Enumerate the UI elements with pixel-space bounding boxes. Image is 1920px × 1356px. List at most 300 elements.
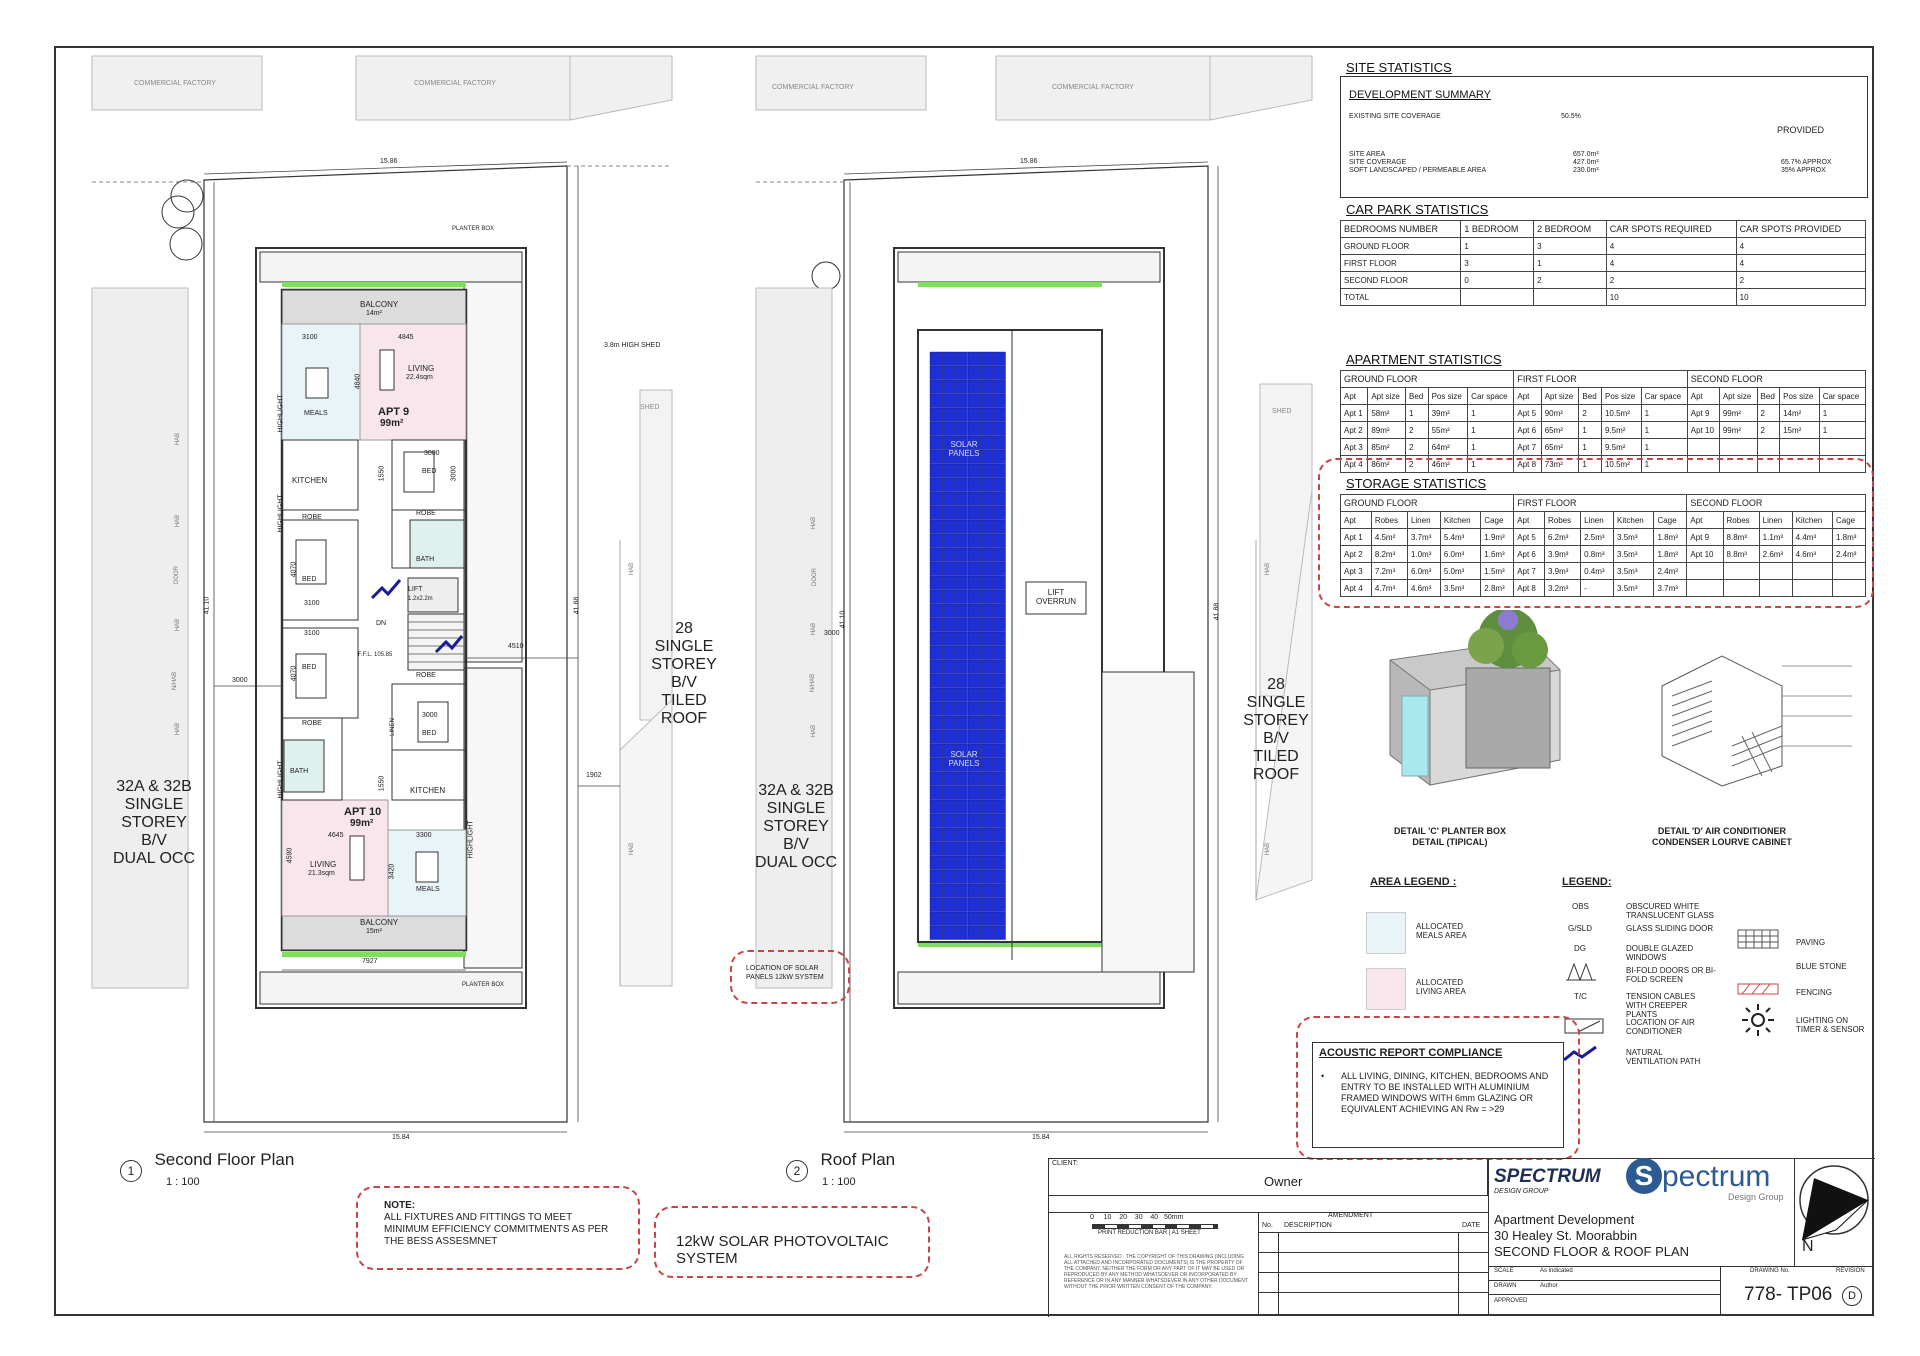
solar-panel (968, 926, 980, 940)
solar-panel (930, 912, 942, 926)
table-cell: 55m² (1428, 422, 1468, 439)
table-row (1341, 512, 1866, 529)
table-cell: Apt 6 (1514, 422, 1541, 439)
solar-panel (930, 674, 942, 688)
solar-panel (930, 660, 942, 674)
site-statistics-title: SITE STATISTICS (1346, 60, 1452, 75)
company-sub: DESIGN GROUP (1494, 1188, 1549, 1195)
solar-panel (981, 534, 993, 548)
acoustic-cloud (1296, 1016, 1580, 1160)
solar-panel (968, 772, 980, 786)
solar-panel (943, 814, 955, 828)
solar-panel (955, 604, 967, 618)
north-label: N (1802, 1238, 1814, 1255)
solar-panel (968, 576, 980, 590)
solar-panel (955, 688, 967, 702)
solar-panel (943, 618, 955, 632)
table-header: CAR SPOTS PROVIDED (1736, 221, 1865, 238)
table-cell (1819, 439, 1865, 456)
table-row (1341, 238, 1866, 255)
solar-panel (955, 478, 967, 492)
table-header: Bed (1757, 388, 1780, 405)
legend-right-item: FENCING (1796, 988, 1832, 997)
solar-panel (993, 492, 1005, 506)
scale-bar-ticks: 0 10 20 30 40 50mm (1090, 1214, 1184, 1221)
table-cell: 6.2m³ (1545, 529, 1581, 546)
solar-panel (968, 660, 980, 674)
factory-label-3: COMMERCIAL FACTORY (772, 84, 854, 91)
room-dim: 4590 (286, 847, 294, 864)
solar-panel (943, 352, 955, 366)
second-floor-plan (256, 248, 526, 1008)
planter-box-detail (1370, 610, 1570, 810)
solar-panel (943, 800, 955, 814)
hab-label: HAB (811, 724, 818, 738)
table-cell: 2 (1757, 405, 1780, 422)
table-cell: 0.4m³ (1581, 563, 1614, 580)
table-header: 2 BEDROOM (1534, 221, 1607, 238)
meals-legend-label: ALLOCATED MEALS AREA (1416, 922, 1467, 940)
dim-7927: 7927 (362, 958, 378, 965)
solar-panel (955, 352, 967, 366)
shed-label-1: SHED (640, 404, 660, 411)
living-9-label: LIVING (408, 364, 435, 373)
solar-panel (993, 730, 1005, 744)
table-cell: FIRST FLOOR (1341, 255, 1461, 272)
hab-label: HAB (629, 562, 636, 576)
table-header: Robes (1371, 512, 1407, 529)
table-cell: 10.5m² (1601, 456, 1641, 473)
solar-panel (968, 828, 980, 842)
solar-panel (981, 870, 993, 884)
solar-panel (943, 842, 955, 856)
table-cell: 2 (1579, 405, 1602, 422)
solar-panel (968, 548, 980, 562)
robe-9b-label: ROBE (302, 514, 322, 521)
solar-panels-label-2: SOLAR PANELS (948, 750, 980, 768)
acoustic-title: ACOUSTIC REPORT COMPLIANCE (1319, 1047, 1503, 1059)
solar-panel (993, 926, 1005, 940)
solar-panel (943, 562, 955, 576)
solar-panel (993, 800, 1005, 814)
meals-swatch (1366, 912, 1406, 954)
print-bar-label: PRINT REDUCTION BAR | A1 SHEET (1098, 1230, 1201, 1236)
table-row (1341, 422, 1866, 439)
table-cell: 4.7m³ (1371, 580, 1407, 597)
revision-letter: D (1842, 1286, 1862, 1306)
lift-label: LIFT (408, 586, 423, 593)
table-header: Apt (1341, 512, 1372, 529)
robe-9a-label: ROBE (416, 510, 436, 517)
table-cell: 1.9m³ (1481, 529, 1514, 546)
table-cell: 1 (1534, 255, 1607, 272)
solar-panel (930, 534, 942, 548)
solar-panel (930, 688, 942, 702)
solar-panel (943, 856, 955, 870)
table-cell (1461, 289, 1534, 306)
solar-panel (955, 842, 967, 856)
table-cell: 1 (1579, 456, 1602, 473)
table-cell: 1.1m³ (1759, 529, 1792, 546)
solar-panel (955, 576, 967, 590)
solar-panel (930, 422, 942, 436)
legend-item-text: NATURAL VENTILATION PATH (1626, 1048, 1701, 1066)
table-header: Bed (1579, 388, 1602, 405)
table-cell: 3.7m³ (1407, 529, 1440, 546)
solar-panel (993, 618, 1005, 632)
door-label: DOOR (812, 568, 818, 586)
solar-panel (981, 492, 993, 506)
table-cell: Apt 9 (1687, 529, 1723, 546)
solar-panel (993, 912, 1005, 926)
solar-panel (993, 786, 1005, 800)
legend-item-text: LOCATION OF AIR CONDITIONER (1626, 1018, 1695, 1036)
room-dim: 3420 (388, 863, 396, 880)
table-cell: 3.5m³ (1614, 529, 1654, 546)
table-group-header: GROUND FLOOR (1341, 495, 1514, 512)
solar-panel (943, 884, 955, 898)
site-statistics-box (1340, 76, 1868, 198)
apt-9-label: APT 9 (378, 406, 410, 418)
soft-landscape-label: SOFT LANDSCAPED / PERMEABLE AREA (1349, 167, 1487, 174)
solar-panel (993, 828, 1005, 842)
table-cell: 46m² (1428, 456, 1468, 473)
high-shed-label: 3.8m HIGH SHED (604, 342, 661, 349)
nhab-label: N/HAB (810, 673, 817, 693)
table-cell: 1.8m³ (1832, 529, 1865, 546)
table-cell: 2.6m³ (1759, 546, 1792, 563)
solar-panel (968, 352, 980, 366)
provided-label: PROVIDED (1777, 125, 1825, 135)
table-cell: Apt 3 (1341, 563, 1372, 580)
table-cell: Apt 9 (1687, 405, 1719, 422)
solar-panel (955, 800, 967, 814)
solar-panel (943, 828, 955, 842)
solar-panel (943, 492, 955, 506)
table-cell: Apt 10 (1687, 546, 1723, 563)
solar-panel (930, 604, 942, 618)
ffl-label: F.F.L. 105.85 (358, 652, 393, 658)
table-group-header: SECOND FLOOR (1687, 371, 1865, 388)
room-dim: 4070 (290, 561, 298, 578)
legend-code: T/C (1574, 992, 1587, 1001)
table-cell: 1 (1579, 439, 1602, 456)
solar-panels-label-1: SOLAR PANELS (948, 440, 980, 458)
solar-panel (955, 422, 967, 436)
drawn-value: Author (1540, 1283, 1558, 1289)
legend-item-text: BI-FOLD DOORS OR BI-FOLD SCREEN (1626, 966, 1716, 984)
solar-panel (955, 394, 967, 408)
solar-panel (981, 590, 993, 604)
neighbour-28-plan2: 28 SINGLE STOREY B/V TILED ROOF (1243, 676, 1309, 783)
solar-panel (981, 702, 993, 716)
solar-panel (968, 380, 980, 394)
bed-9a-label: BED (422, 468, 437, 475)
solar-panel (981, 772, 993, 786)
solar-panel (955, 870, 967, 884)
aircon-detail-caption: DETAIL 'D' AIR CONDITIONER CONDENSER LOURVE CABINET (1652, 826, 1792, 847)
table-cell (1759, 580, 1792, 597)
solar-panel (968, 408, 980, 422)
table-header: Cage (1481, 512, 1514, 529)
table-header: Linen (1407, 512, 1440, 529)
solar-panel (981, 884, 993, 898)
living-legend-label: ALLOCATED LIVING AREA (1416, 978, 1466, 996)
room-dim: 3100 (302, 334, 318, 341)
hab-label: HAB (811, 622, 818, 636)
table-cell: 4 (1606, 238, 1736, 255)
hab-label: HAB (175, 514, 182, 528)
plan-1-title-block (120, 1150, 295, 1182)
bifold-icon (1566, 962, 1596, 982)
solar-panel (955, 828, 967, 842)
solar-panel (930, 492, 942, 506)
legend-symbols (1736, 928, 1780, 1038)
solar-panel (930, 800, 942, 814)
table-cell: Apt 7 (1514, 563, 1545, 580)
legend-item-text: TENSION CABLES WITH CREEPER PLANTS (1626, 992, 1696, 1019)
solar-panel (981, 520, 993, 534)
solar-panel (943, 394, 955, 408)
solar-panel (955, 548, 967, 562)
solar-panel (993, 898, 1005, 912)
solar-panel (981, 576, 993, 590)
table-header: Cage (1654, 512, 1687, 529)
plan-1-title: Second Floor Plan (154, 1150, 295, 1169)
solar-panel (955, 562, 967, 576)
solar-panel (968, 870, 980, 884)
solar-panel (943, 506, 955, 520)
solar-panel (993, 870, 1005, 884)
solar-panel (955, 786, 967, 800)
table-cell (1723, 563, 1759, 580)
table-cell: 86m² (1368, 456, 1406, 473)
storage-stats-table (1340, 494, 1866, 597)
solar-panel (993, 814, 1005, 828)
solar-panel (993, 744, 1005, 758)
highlight-label: HIGHLIGHT (277, 494, 285, 533)
solar-panel (993, 604, 1005, 618)
table-cell: Apt 3 (1341, 439, 1368, 456)
hab-label: HAB (175, 722, 182, 736)
apartment-stats-title: APARTMENT STATISTICS (1346, 352, 1502, 367)
client-label: CLIENT: (1052, 1160, 1079, 1167)
table-cell: 15m² (1780, 422, 1820, 439)
site-area-value: 657.0m² (1573, 151, 1599, 158)
table-cell: 1 (1641, 456, 1687, 473)
solar-panel (981, 380, 993, 394)
table-cell: 3.5m³ (1614, 563, 1654, 580)
legend-right-item: PAVING (1796, 938, 1826, 947)
solar-panel (930, 506, 942, 520)
solar-panel (968, 478, 980, 492)
solar-panel (943, 786, 955, 800)
apt-10-area: 99m² (350, 818, 374, 829)
note-body: ALL FIXTURES AND FITTINGS TO MEET MINIMUM EFFICIENCY COMMITMENTS AS PER THE BESS ASSESMNET (384, 1212, 609, 1247)
solar-panel (981, 660, 993, 674)
table-row (1341, 289, 1866, 306)
existing-coverage-label: EXISTING SITE COVERAGE (1349, 113, 1441, 120)
solar-panel (993, 506, 1005, 520)
balcony-bottom-area: 15m² (366, 928, 382, 935)
note-title: NOTE: (384, 1200, 416, 1211)
planter-detail-caption: DETAIL 'C' PLANTER BOX DETAIL (TIPICAL) (1394, 826, 1506, 847)
table-cell: 2 (1736, 272, 1865, 289)
solar-panel (981, 716, 993, 730)
table-header: Kitchen (1440, 512, 1480, 529)
solar-panel (968, 506, 980, 520)
client-name: Owner (1264, 1174, 1303, 1189)
table-cell: 1.5m³ (1481, 563, 1514, 580)
highlight-label: HIGHLIGHT (277, 394, 285, 433)
apt-9-area: 99m² (380, 418, 404, 429)
solar-panel (981, 352, 993, 366)
table-cell: 4 (1736, 255, 1865, 272)
balcony-top-label: BALCONY (360, 300, 399, 309)
table-cell: 1 (1468, 405, 1514, 422)
living-10-label: LIVING (310, 860, 337, 869)
solar-panel (993, 436, 1005, 450)
table-cell: Apt 10 (1687, 422, 1719, 439)
table-cell: 39m² (1428, 405, 1468, 422)
solar-panel (981, 688, 993, 702)
solar-panel (968, 800, 980, 814)
solar-panel (993, 520, 1005, 534)
table-cell: 3.5m³ (1440, 580, 1480, 597)
dim-3000-roof: 3000 (824, 630, 840, 637)
table-header: CAR SPOTS REQUIRED (1606, 221, 1736, 238)
solar-panel (993, 562, 1005, 576)
solar-panel (981, 562, 993, 576)
table-cell: 1 (1641, 422, 1687, 439)
table-cell: Apt 5 (1514, 529, 1545, 546)
linen-label: LINEN (389, 718, 396, 736)
dim-left-1: 41.10 (203, 596, 211, 615)
table-group-header: FIRST FLOOR (1514, 495, 1687, 512)
solar-panel (930, 744, 942, 758)
sheet-title: SECOND FLOOR & ROOF PLAN (1494, 1244, 1690, 1259)
plan-1-number: 1 (120, 1160, 142, 1182)
table-cell: Apt 4 (1341, 456, 1368, 473)
highlight-label: HIGHLIGHT (277, 760, 285, 799)
door-label: DOOR (174, 566, 180, 584)
solar-location-cloud (730, 950, 850, 1004)
table-cell: 2 (1757, 422, 1780, 439)
table-cell: 1.6m³ (1481, 546, 1514, 563)
solar-panel (930, 646, 942, 660)
lift-size: 1.2x2.2m (408, 596, 433, 602)
solar-panel (943, 702, 955, 716)
solar-panel (968, 702, 980, 716)
solar-panel (943, 688, 955, 702)
solar-panel (930, 632, 942, 646)
solar-panel (955, 772, 967, 786)
soft-landscape-provided: 35% APPROX (1781, 167, 1826, 174)
solar-panel (981, 618, 993, 632)
area-legend-title: AREA LEGEND : (1370, 876, 1457, 888)
table-row (1341, 221, 1866, 238)
solar-panel (955, 380, 967, 394)
solar-panel (981, 464, 993, 478)
table-cell: Apt 7 (1514, 439, 1541, 456)
solar-panel (981, 814, 993, 828)
solar-panel (930, 436, 942, 450)
solar-panel (968, 604, 980, 618)
solar-panel (993, 702, 1005, 716)
table-header: Apt (1687, 512, 1723, 529)
table-row (1341, 563, 1866, 580)
solar-panel (968, 884, 980, 898)
table-row (1341, 580, 1866, 597)
hab-label: HAB (1265, 842, 1272, 856)
table-cell: 1 (1468, 439, 1514, 456)
solar-panel (930, 520, 942, 534)
solar-panel (955, 506, 967, 520)
logo-sub: Design Group (1728, 1192, 1784, 1202)
site-coverage-value: 427.0m² (1573, 159, 1599, 166)
meals-9-label: MEALS (304, 410, 328, 417)
neighbour-32-plan1: 32A & 32B SINGLE STOREY B/V DUAL OCC (112, 778, 196, 867)
living-9-area: 22.4sqm (406, 374, 433, 381)
nhab-label: N/HAB (172, 671, 179, 691)
room-dim: 4840 (354, 373, 362, 390)
table-header: Apt (1341, 388, 1368, 405)
table-cell: 5.0m³ (1440, 563, 1480, 580)
plan-2-scale: 1 : 100 (822, 1176, 856, 1188)
solar-panel (955, 366, 967, 380)
neighbour-32-plan2: 32A & 32B SINGLE STOREY B/V DUAL OCC (754, 782, 838, 871)
project-name: Apartment Development (1494, 1212, 1635, 1227)
car-park-table (1340, 220, 1866, 306)
solar-panel (955, 520, 967, 534)
solar-panel (955, 730, 967, 744)
factory-label-2: COMMERCIAL FACTORY (414, 80, 496, 87)
table-cell (1780, 439, 1820, 456)
drawing-no-label: DRAWING No. (1750, 1268, 1790, 1274)
table-header: Robes (1545, 512, 1581, 529)
table-cell (1757, 439, 1780, 456)
solar-panel (943, 870, 955, 884)
legend-item-text: DOUBLE GLAZED WINDOWS (1626, 944, 1694, 962)
table-cell: 3.5m³ (1614, 580, 1654, 597)
solar-panel (981, 730, 993, 744)
table-cell: 2.4m³ (1832, 546, 1865, 563)
solar-panel (930, 548, 942, 562)
table-cell: 64m² (1428, 439, 1468, 456)
table-cell: Apt 1 (1341, 405, 1368, 422)
table-header: Apt size (1368, 388, 1406, 405)
table-cell: 4.4m³ (1792, 529, 1832, 546)
solar-panel (968, 534, 980, 548)
balcony-bottom-label: BALCONY (360, 918, 399, 927)
solar-panel (955, 618, 967, 632)
solar-panel (930, 590, 942, 604)
table-cell: 6.0m³ (1407, 563, 1440, 580)
solar-panel (930, 814, 942, 828)
legend-title: LEGEND: (1562, 876, 1612, 888)
plan-1-scale: 1 : 100 (166, 1176, 200, 1188)
table-cell (1759, 563, 1792, 580)
meals-10-label: MEALS (416, 886, 440, 893)
solar-panel (968, 730, 980, 744)
living-10-area: 21.3sqm (308, 870, 335, 877)
solar-panel (981, 604, 993, 618)
scale-value: As indicated (1540, 1268, 1573, 1274)
table-cell: 0 (1461, 272, 1534, 289)
legend-item-text: GLASS SLIDING DOOR (1626, 924, 1714, 933)
note-cloud (356, 1186, 640, 1270)
factory-label-4: COMMERCIAL FACTORY (1052, 84, 1134, 91)
